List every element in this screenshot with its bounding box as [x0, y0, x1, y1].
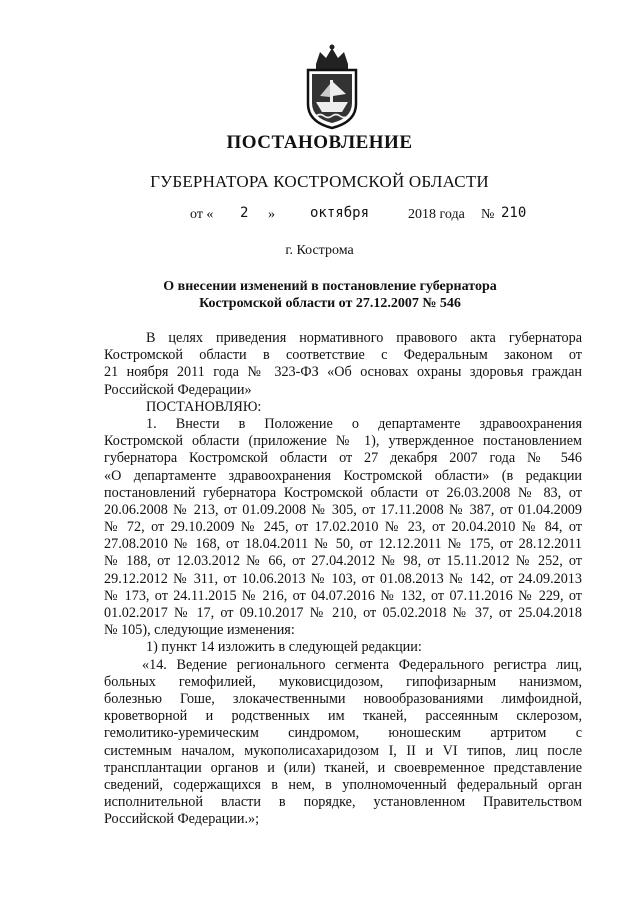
body-line: № 173, от 24.11.2015 № 216, от 04.07.2016 № 132, от 07.11.2016 № 229, от [104, 587, 582, 604]
body-line: 1) пункт 14 изложить в следующей редакции: [146, 639, 422, 656]
body-line: № 188, от 12.03.2012 № 66, от 27.04.2012 № 98, от 15.11.2012 № 252, от [104, 553, 582, 570]
document-city: г. Кострома [285, 243, 354, 258]
document-body [104, 330, 582, 828]
heading-line: О внесении изменений в постановление губернатора [163, 279, 497, 294]
body-line: кроветворной и родственных им тканей, рассеянным склерозом, [104, 708, 582, 725]
date-month: октября [310, 205, 370, 221]
body-line: 01.02.2017 № 17, от 09.10.2017 № 210, от 05.02.2018 № 37, от 25.04.2018 [104, 605, 582, 621]
document-heading [130, 278, 530, 312]
body-line: 29.12.2012 № 311, от 10.06.2013 № 103, от 01.08.2013 № 142, от 24.09.2013 [104, 570, 582, 587]
body-line: сведений, содержащихся в нем, в уполномоченный федеральный орган [104, 776, 582, 793]
body-line: губернатора Костромской области от 27 декабря 2007 года № 546 [104, 450, 582, 467]
body-line: Российской Федерации» [104, 381, 252, 398]
document-number: 210 [501, 205, 527, 221]
date-close-quote: » [268, 207, 275, 222]
body-line: «14. Ведение регионального сегмента Федерального регистра лиц, [142, 656, 582, 673]
body-line: В целях приведения нормативного правового акта губернатора [146, 330, 582, 346]
body-line: гемолитико-уремическим синдромом, юношеским артритом с [104, 725, 582, 742]
document-subtitle: ГУБЕРНАТОРА КОСТРОМСКОЙ ОБЛАСТИ [150, 172, 489, 191]
body-line: № 105), следующие изменения: [104, 622, 295, 639]
body-line: 27.08.2010 № 168, от 18.04.2011 № 50, от 12.12.2011 № 175, от 28.12.2011 [104, 536, 582, 553]
body-line: постановлений губернатора Костромской области от 26.03.2008 № 83, от [104, 484, 582, 501]
body-line: Костромской области в соответствие с Федеральным законом от [104, 347, 582, 364]
body-line: 21 ноября 2011 года № 323-ФЗ «Об основах охраны здоровья граждан [104, 364, 582, 381]
body-line: исполнительной власти в порядке, установленном Правительством [104, 794, 582, 811]
body-line: ПОСТАНОВЛЯЮ: [146, 398, 262, 415]
body-line: больных гемофилией, муковисцидозом, гипофизарным нанизмом, [104, 673, 582, 690]
body-line: Российской Федерации.»; [104, 811, 260, 828]
body-line: трансплантации органов и (или) тканей, и своевременное представление [104, 759, 582, 776]
body-line: № 72, от 29.10.2009 № 245, от 17.02.2010 № 23, от 20.04.2010 № 84, от [104, 519, 582, 536]
date-prefix: от « [190, 207, 214, 222]
heading-line: Костромской области от 27.12.2007 № 546 [199, 296, 461, 311]
body-line: 20.06.2008 № 213, от 01.09.2008 № 305, от 17.11.2008 № 387, от 01.04.2009 [104, 501, 582, 518]
body-line: 1. Внести в Положение о департаменте здравоохранения [146, 415, 582, 432]
date-year: 2018 года [408, 207, 465, 222]
body-line: системным началом, мукополисахаридозом I, II и VI типов, лиц после [104, 742, 582, 759]
document-title: ПОСТАНОВЛЕНИЕ [226, 132, 413, 153]
body-line: «О департаменте здравоохранения Костромской области» (в редакции [104, 467, 582, 484]
body-line: болезнью Гоше, злокачественными новообразованиями лимфоидной, [104, 690, 582, 707]
date-day: 2 [240, 205, 249, 221]
coat-of-arms-icon [296, 42, 368, 130]
body-line: Костромской области (приложение № 1), утвержденное постановлением [104, 433, 582, 450]
number-sign: № [481, 207, 495, 222]
